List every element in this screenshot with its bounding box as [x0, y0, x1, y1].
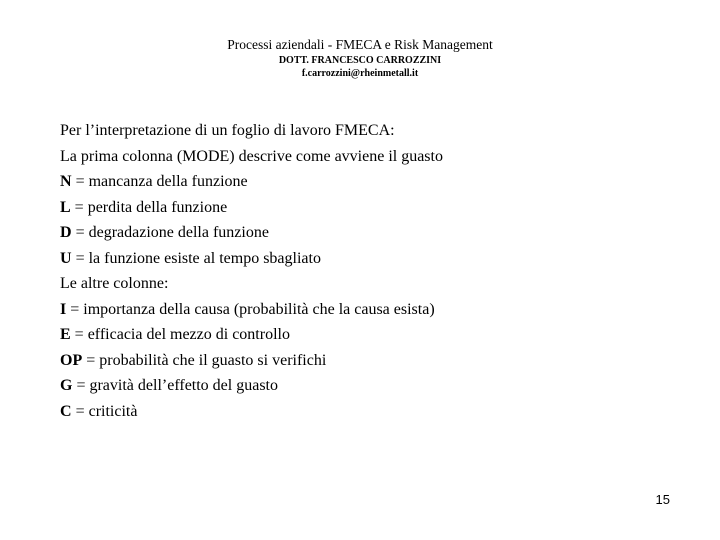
- mode-description: = degradazione della funzione: [71, 224, 269, 241]
- column-code: OP: [60, 351, 83, 369]
- mode-code: U: [60, 249, 72, 267]
- column-line-e: [60, 322, 680, 348]
- column-code: C: [60, 402, 72, 420]
- header-title: Processi aziendali - FMECA e Risk Management: [227, 37, 493, 52]
- header-email: f.carrozzini@rheinmetall.it: [301, 68, 419, 79]
- mode-line-u: [60, 246, 680, 272]
- slide-body: [60, 118, 680, 424]
- mode-code: D: [60, 224, 72, 241]
- column-line-g: [60, 373, 680, 399]
- slide-header: [0, 36, 720, 80]
- column-line-op: [60, 348, 680, 374]
- column-description: = efficacia del mezzo di controllo: [70, 326, 290, 343]
- other-columns-line: Le altre colonne:: [60, 275, 169, 292]
- mode-code: N: [60, 173, 72, 190]
- mode-line-l: [60, 195, 680, 221]
- column-description: = gravità dell’effetto del guasto: [72, 377, 278, 394]
- column-description: = probabilità che il guasto si verifichi: [82, 351, 327, 369]
- column-line-i: [60, 297, 680, 323]
- page-number: 15: [655, 492, 670, 507]
- first-column-line: La prima colonna (MODE) descrive come avviene il guasto: [60, 147, 443, 165]
- column-code: E: [60, 326, 71, 343]
- column-description: = importanza della causa (probabilità che la causa esista): [66, 300, 435, 318]
- column-line-c: [60, 399, 680, 425]
- mode-description: = perdita della funzione: [70, 198, 228, 216]
- mode-line-d: [60, 220, 680, 246]
- intro-line: Per l’interpretazione di un foglio di lavoro FMECA:: [60, 122, 395, 139]
- mode-code: L: [60, 198, 71, 216]
- column-description: = criticità: [71, 402, 138, 420]
- mode-line-n: [60, 169, 680, 195]
- mode-description: = mancanza della funzione: [71, 173, 248, 190]
- header-author: DOTT. FRANCESCO CARROZZINI: [278, 55, 442, 66]
- mode-description: = la funzione esiste al tempo sbagliato: [71, 249, 321, 267]
- column-code: G: [60, 377, 73, 394]
- column-code: I: [60, 300, 67, 318]
